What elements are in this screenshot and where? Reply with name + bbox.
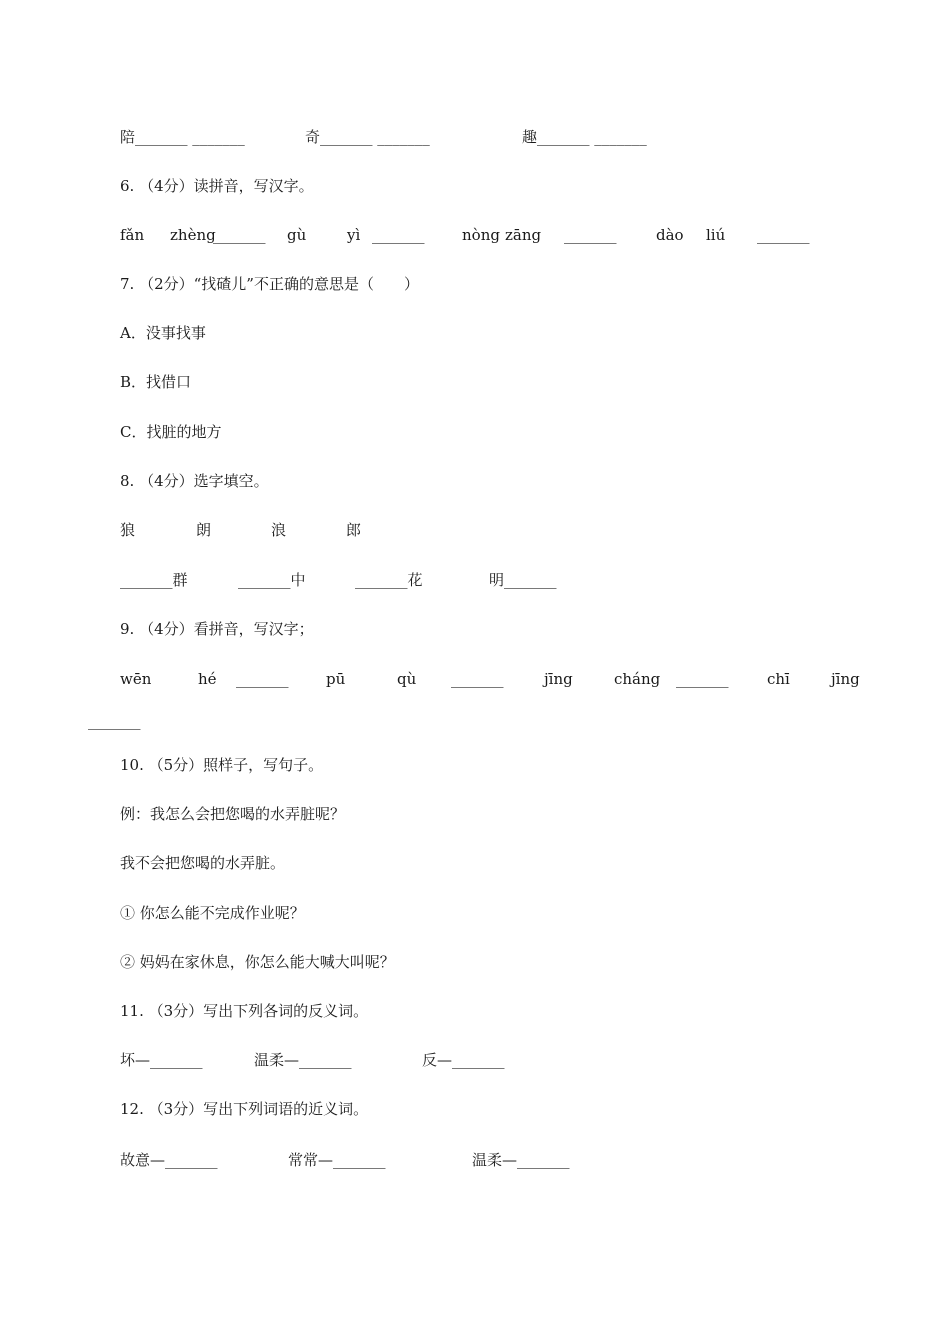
pinyin: qù — [397, 670, 417, 688]
pinyin: wēn — [120, 670, 152, 688]
choice-char: 浪 — [271, 521, 287, 539]
choice-char: 朗 — [196, 521, 212, 539]
pinyin: pū — [326, 670, 346, 688]
pinyin: dào — [656, 226, 684, 244]
q5-item-2: 奇_______ _______ — [305, 128, 430, 146]
pinyin: chī — [767, 670, 790, 688]
pinyin: nòng — [462, 226, 500, 244]
q7-option-a[interactable]: A．没事找事 — [120, 324, 206, 342]
answer-blank[interactable]: _______ — [213, 226, 266, 244]
pinyin: zhèng — [170, 226, 216, 244]
pinyin: fǎn — [120, 226, 145, 244]
q7-title: 7. （2分）“找碴儿”不正确的意思是（ ） — [120, 275, 419, 293]
answer-blank[interactable]: _______ — [676, 670, 729, 688]
q9-title: 9. （4分）看拼音，写汉字； — [120, 620, 314, 638]
pinyin: gù — [287, 226, 307, 244]
answer-blank[interactable]: _______ — [757, 226, 810, 244]
pinyin: cháng — [614, 670, 661, 688]
pinyin: hé — [198, 670, 217, 688]
pinyin: liú — [706, 226, 726, 244]
choice-char: 狼 — [120, 521, 136, 539]
synonym-item[interactable]: 故意—_______ — [120, 1151, 218, 1169]
pinyin: zāng — [505, 226, 542, 244]
q10-item-2: ② 妈妈在家休息，你怎么能大喊大叫呢？ — [120, 953, 395, 971]
pinyin: jīng — [544, 670, 573, 688]
q12-title: 12. （3分）写出下列词语的近义词。 — [120, 1100, 369, 1118]
choice-char: 郎 — [346, 521, 362, 539]
antonym-item[interactable]: 温柔—_______ — [254, 1051, 352, 1069]
antonym-item[interactable]: 反—_______ — [422, 1051, 505, 1069]
answer-blank[interactable]: _______ — [236, 670, 289, 688]
pinyin: yì — [347, 226, 361, 244]
q6-title: 6. （4分）读拼音，写汉字。 — [120, 177, 314, 195]
synonym-item[interactable]: 温柔—_______ — [472, 1151, 570, 1169]
pinyin: jīng — [831, 670, 860, 688]
fill-item[interactable]: _______中 — [238, 571, 306, 589]
q10-item-1: ① 你怎么能不完成作业呢？ — [120, 904, 305, 922]
q7-option-b[interactable]: B．找借口 — [120, 373, 192, 391]
q10-example-answer: 我不会把您喝的水弄脏。 — [120, 854, 286, 872]
q7-option-c[interactable]: C．找脏的地方 — [120, 423, 222, 441]
q10-example: 例：我怎么会把您喝的水弄脏呢？ — [120, 805, 346, 823]
antonym-item[interactable]: 坏—_______ — [120, 1051, 203, 1069]
fill-item[interactable]: 明_______ — [489, 571, 557, 589]
answer-blank[interactable]: _______ — [451, 670, 504, 688]
q10-title: 10. （5分）照样子，写句子。 — [120, 756, 324, 774]
answer-blank[interactable]: _______ — [564, 226, 617, 244]
answer-blank[interactable]: _______ — [372, 226, 425, 244]
answer-blank[interactable]: _______ — [88, 712, 141, 730]
q8-title: 8. （4分）选字填空。 — [120, 472, 269, 490]
fill-item[interactable]: _______群 — [120, 571, 188, 589]
fill-item[interactable]: _______花 — [355, 571, 423, 589]
synonym-item[interactable]: 常常—_______ — [288, 1151, 386, 1169]
q11-title: 11. （3分）写出下列各词的反义词。 — [120, 1002, 369, 1020]
q5-item-3: 趣_______ _______ — [522, 128, 647, 146]
q5-item-1: 陪_______ _______ — [120, 128, 245, 146]
